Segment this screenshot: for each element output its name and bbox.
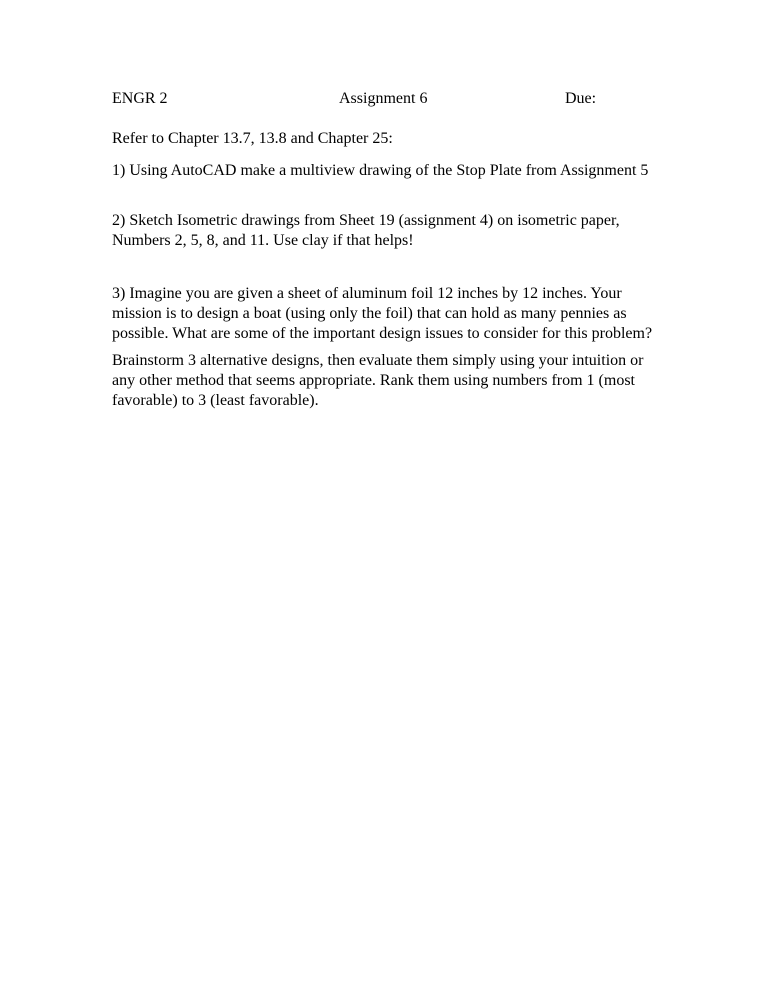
question-1: 1) Using AutoCAD make a multiview drawing of the Stop Plate from Assignment 5 [112, 162, 649, 179]
question-2: 2) Sketch Isometric drawings from Sheet 19 (assignment 4) on isometric paper, Numbers 2, 5, 8, and 11. Use clay if that helps! [112, 212, 620, 249]
course-label: ENGR 2 [112, 90, 168, 107]
assignment-title: Assignment 6 [339, 90, 428, 107]
question-3-followup: Brainstorm 3 alternative designs, then evaluate them simply using your intuition or any other method that seems appropriate. Rank them using numbers from 1 (most favorable) to 3 (least favorable). [112, 352, 644, 409]
intro-paragraph: Refer to Chapter 13.7, 13.8 and Chapter 25: [112, 130, 393, 147]
due-label: Due: [565, 90, 597, 107]
document-header [112, 89, 652, 109]
question-3: 3) Imagine you are given a sheet of aluminum foil 12 inches by 12 inches. Your mission is to design a boat (using only the foil) that can hold as many pennies as possible. What are some of the important design issues to consider for this problem? [112, 285, 653, 342]
